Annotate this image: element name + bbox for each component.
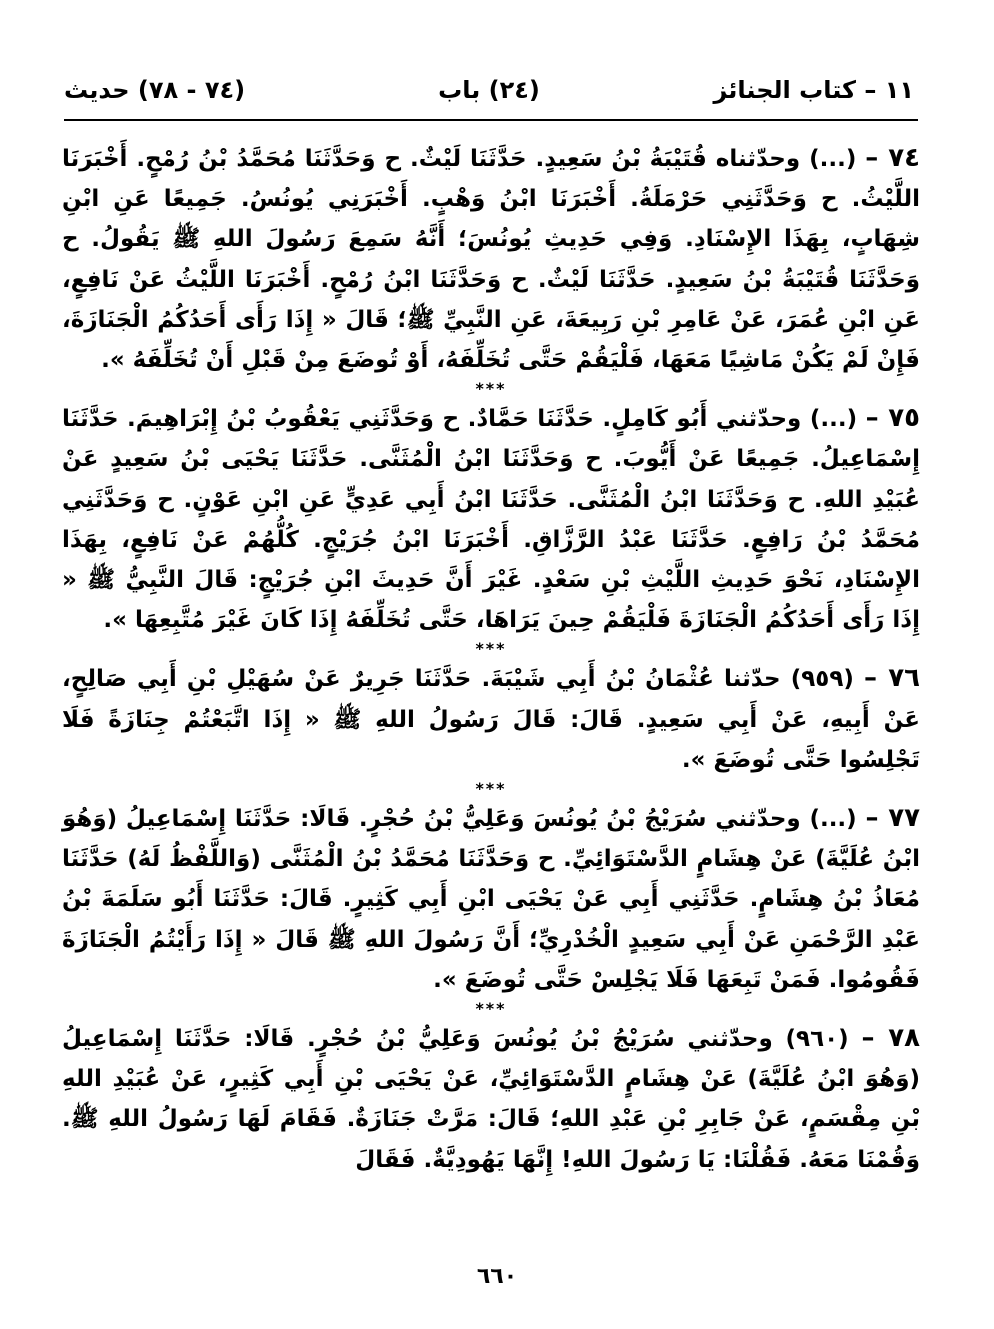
section-separator: *** (475, 639, 507, 659)
hadith-78 (62, 1018, 920, 1180)
section-separator: *** (475, 379, 507, 399)
section-separator: *** (475, 779, 507, 799)
page-number: ٦٦٠ (476, 1264, 518, 1289)
hadith-text: (...) وحدّثني أَبُو كَامِلٍ. حَدَّثَنَا حَمَّادٌ. ح وَحَدَّثَنِي يَعْقُوبُ بْنُ إِبْرَاهِيمَ. حَدَّثَنَا إِسْمَاعِيلُ. جَمِيعًا عَنْ أَيُّوبَ. ح وَحَدَّثَنَا ابْنُ الْمُثَنَّى. حَدَّثَنَا يَحْيَى بْنُ سَعِيدٍ عَنْ عُبَيْدِ اللهِ. ح وَحَدَّثَنَا ابْنُ الْمُثَنَّى. حَدَّثَنَا ابْنُ أَبِي عَدِيٍّ عَنِ ابْنِ عَوْنٍ. ح وَحَدَّثَنِي مُحَمَّدُ بْنُ رَافِعٍ. حَدَّثَنَا عَبْدُ الرَّزَّاقِ. أَخْبَرَنَا ابْنُ جُرَيْجٍ. كُلُّهُمْ عَنْ نَافِعٍ، بِهَذَا الإِسْنَادِ، نَحْوَ حَدِيثِ اللَّيْثِ بْنِ سَعْدٍ. غَيْرَ أَنَّ حَدِيثَ ابْنِ جُرَيْجٍ: قَالَ النَّبِيُّ ﷺ « إِذَا رَأَى أَحَدُكُمُ الْجَنَازَةَ فَلْيَقُمْ حِينَ يَرَاهَا، حَتَّى تُخَلِّفَهُ إِذَا كَانَ غَيْرَ مُتَّبِعِهَا ». (62, 406, 920, 634)
hadith-text: (٩٥٩) حدّثنا عُثْمَانُ بْنُ أَبِي شَيْبَةَ. حَدَّثَنَا جَرِيرٌ عَنْ سُهَيْلِ بْنِ أَبِي صَالِحٍ، عَنْ أَبِيهِ، عَنْ أَبِي سَعِيدٍ. قَالَ: قَالَ رَسُولُ اللهِ ﷺ « إِذَا اتَّبَعْتُمْ جِنَازَةً فَلَا تَجْلِسُوا حَتَّى تُوضَعَ ». (62, 666, 920, 773)
hadith-text: (...) وحدّثني سُرَيْجُ بْنُ يُونُسَ وَعَلِيُّ بْنُ حُجْرٍ. قَالَا: حَدَّثَنَا إِسْمَاعِيلُ (وَهُوَ ابْنُ عُلَيَّةَ) عَنْ هِشَامٍ الدَّسْتَوَائِيِّ. ح وَحَدَّثَنَا مُحَمَّدُ بْنُ الْمُثَنَّى (وَاللَّفْظُ لَهُ) حَدَّثَنَا مُعَاذُ بْنُ هِشَامٍ. حَدَّثَنِي أَبِي عَنْ يَحْيَى ابْنِ أَبِي كَثِيرٍ. قَالَ: حَدَّثَنَا أَبُو سَلَمَةَ بْنُ عَبْدِ الرَّحْمَنِ عَنْ أَبِي سَعِيدٍ الْخُدْرِيِّ؛ أَنَّ رَسُولَ اللهِ ﷺ قَالَ « إِذَا رَأَيْتُمُ الْجَنَازَةَ فَقُومُوا. فَمَنْ تَبِعَهَا فَلَا يَجْلِسْ حَتَّى تُوضَعَ ». (62, 806, 920, 993)
hadith-number: ٧٤ – (865, 143, 920, 173)
hadith-text-body (62, 138, 920, 1180)
hadith-number: ٧٧ – (865, 803, 920, 834)
hadith-75 (62, 398, 920, 640)
hadith-77 (62, 798, 920, 1000)
hadith-number: ٧٥ – (865, 403, 920, 434)
hadith-text: (...) وحدّثناه قُتَيْبَةُ بْنُ سَعِيدٍ. حَدَّثَنَا لَيْثٌ. ح وَحَدَّثَنَا مُحَمَّدُ بْنُ رُمْحٍ. أَخْبَرَنَا اللَّيْثُ. ح وَحَدَّثَنِي حَرْمَلَةُ. أَخْبَرَنَا ابْنُ وَهْبٍ. أَخْبَرَنِي يُونُسُ. جَمِيعًا عَنِ ابْنِ شِهَابٍ، بِهَذَا الإِسْنَادِ. وَفِي حَدِيثِ يُونُسَ؛ أَنَّهُ سَمِعَ رَسُولَ اللهِ ﷺ يَقُولُ. ح وَحَدَّثَنَا قُتَيْبَةُ بْنُ سَعِيدٍ. حَدَّثَنَا لَيْثٌ. ح وَحَدَّثَنَا ابْنُ رُمْحٍ. أَخْبَرَنَا اللَّيْثُ عَنْ نَافِعٍ، عَنِ ابْنِ عُمَرَ، عَنْ عَامِرِ بْنِ رَبِيعَةَ، عَنِ النَّبِيِّ ﷺ؛ قَالَ « إِذَا رَأَى أَحَدُكُمُ الْجَنَازَةَ، فَإِنْ لَمْ يَكُنْ مَاشِيًا مَعَهَا، فَلْيَقُمْ حَتَّى تُخَلِّفَهُ، أَوْ تُوضَعَ مِنْ قَبْلِ أَنْ تُخَلِّفَهُ ». (62, 146, 920, 374)
hadith-76 (62, 658, 920, 780)
hadith-number: ٧٦ – (864, 663, 920, 694)
hadith-text: (٩٦٠) وحدّثني سُرَيْجُ بْنُ يُونُسَ وَعَلِيُّ بْنُ حُجْرٍ. قَالَا: حَدَّثَنَا إِسْمَاعِيلُ (وَهُوَ ابْنُ عُلَيَّةَ) عَنْ هِشَامٍ الدَّسْتَوَائِيِّ، عَنْ يَحْيَى بْنِ أَبِي كَثِيرٍ، عَنْ عُبَيْدِ اللهِ بْنِ مِقْسَمٍ، عَنْ جَابِرِ بْنِ عَبْدِ اللهِ؛ قَالَ: مَرَّتْ جَنَازَةٌ. فَقَامَ لَهَا رَسُولُ اللهِ ﷺ. وَقُمْنَا مَعَهُ. فَقُلْنَا: يَا رَسُولَ اللهِ! إِنَّهَا يَهُودِيَّةٌ. فَقَالَ (62, 1026, 920, 1173)
hadith-number: ٧٨ – (861, 1023, 920, 1054)
section-separator: *** (475, 999, 507, 1019)
hadith-range: (٧٤ - ٧٨) حديث (64, 76, 246, 104)
hadith-74 (62, 138, 920, 380)
header-rule (64, 119, 918, 121)
running-header (64, 70, 914, 118)
book-title: ١١ – كتاب الجنائز (713, 76, 914, 104)
chapter-title: (٢٤) باب (438, 76, 540, 104)
